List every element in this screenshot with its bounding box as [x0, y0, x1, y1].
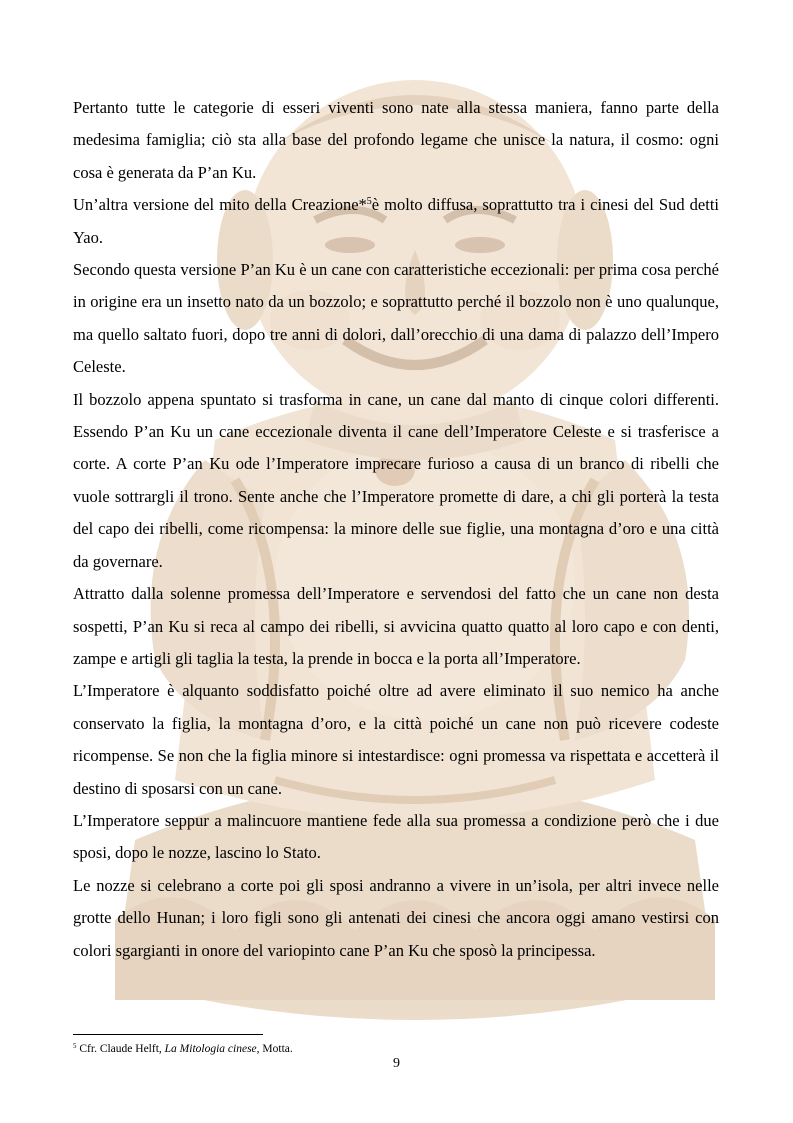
- paragraph-2-start: Un’altra versione del mito della Creazione*: [73, 195, 367, 215]
- body-text: [73, 92, 719, 967]
- footnote-text-start: Cfr. Claude Helft,: [76, 1043, 165, 1055]
- footnote-text-end: , Motta.: [256, 1043, 293, 1055]
- paragraph-8: Le nozze si celebrano a corte poi gli sposi andranno a vivere in un’isola, per altri invece nelle grotte dello Hunan; i loro figli sono gli antenati dei cinesi che ancora oggi amano vestirsi con colori sgargianti in onore del variopinto cane P’an Ku che sposò la principessa.: [73, 875, 719, 960]
- paragraph-4: Il bozzolo appena spuntato si trasforma in cane, un cane dal manto di cinque colori differenti. Essendo P’an Ku un cane eccezionale diventa il cane dell’Imperatore Celeste e si trasferisce a corte. A corte P’an Ku ode l’Imperatore imprecare furioso a causa di un branco di ribelli che vuole sottrargli il trono. Sente anche che l’Imperatore promette di dare, a chi gli porterà la testa del capo dei ribelli, come ricompensa: la minore delle sue figlie, una montagna d’oro e una città da governare.: [73, 389, 719, 571]
- paragraph-5: Attratto dalla solenne promessa dell’Imperatore e servendosi del fatto che un cane non desta sospetti, P’an Ku si reca al campo dei ribelli, si avvicina quatto quatto al loro capo e con denti, zampe e artigli gli taglia la testa, la prende in bocca e la porta all’Imperatore.: [73, 584, 719, 668]
- paragraph-6: L’Imperatore è alquanto soddisfatto poiché oltre ad avere eliminato il suo nemico ha anche conservato la figlia, la montagna d’oro, e la città poiché un cane non può ricevere codeste ricompense. Se non che la figlia minore si intestardisce: ogni promessa va rispettata e accetterà il destino di sposarsi con un cane.: [73, 681, 719, 798]
- footnote-number: 5: [73, 1042, 77, 1050]
- footnote-book-title: La Mitologia cinese: [164, 1043, 257, 1055]
- paragraph-7: L’Imperatore seppur a malincuore mantiene fede alla sua promessa a condizione però che i due sposi, dopo le nozze, lascino lo Stato.: [73, 810, 719, 863]
- paragraph-2: [73, 189, 719, 254]
- footnote-reference-5[interactable]: 5: [366, 196, 372, 208]
- paragraph-3: Secondo questa versione P’an Ku è un cane con caratteristiche eccezionali: per prima cosa perché in origine era un insetto nato da un bozzolo; e soprattutto perché il bozzolo non è uno qualunque, ma quello saltato fuori, dopo tre anni di dolori, dall’orecchio di una dama di palazzo dell’Impero Celeste.: [73, 260, 719, 377]
- paragraph-2-end: è molto diffusa, soprattutto tra i cinesi del Sud detti Yao.: [73, 195, 719, 247]
- page-number: 9: [393, 1056, 400, 1071]
- paragraph-1: Pertanto tutte le categorie di esseri viventi sono nate alla stessa maniera, fanno parte della medesima famiglia; ciò sta alla base del profondo legame che unisce la natura, il cosmo: ogni cosa è generata da P’an Ku.: [73, 98, 719, 182]
- footnote-5: [73, 1042, 713, 1056]
- footnote-separator: [73, 1034, 263, 1035]
